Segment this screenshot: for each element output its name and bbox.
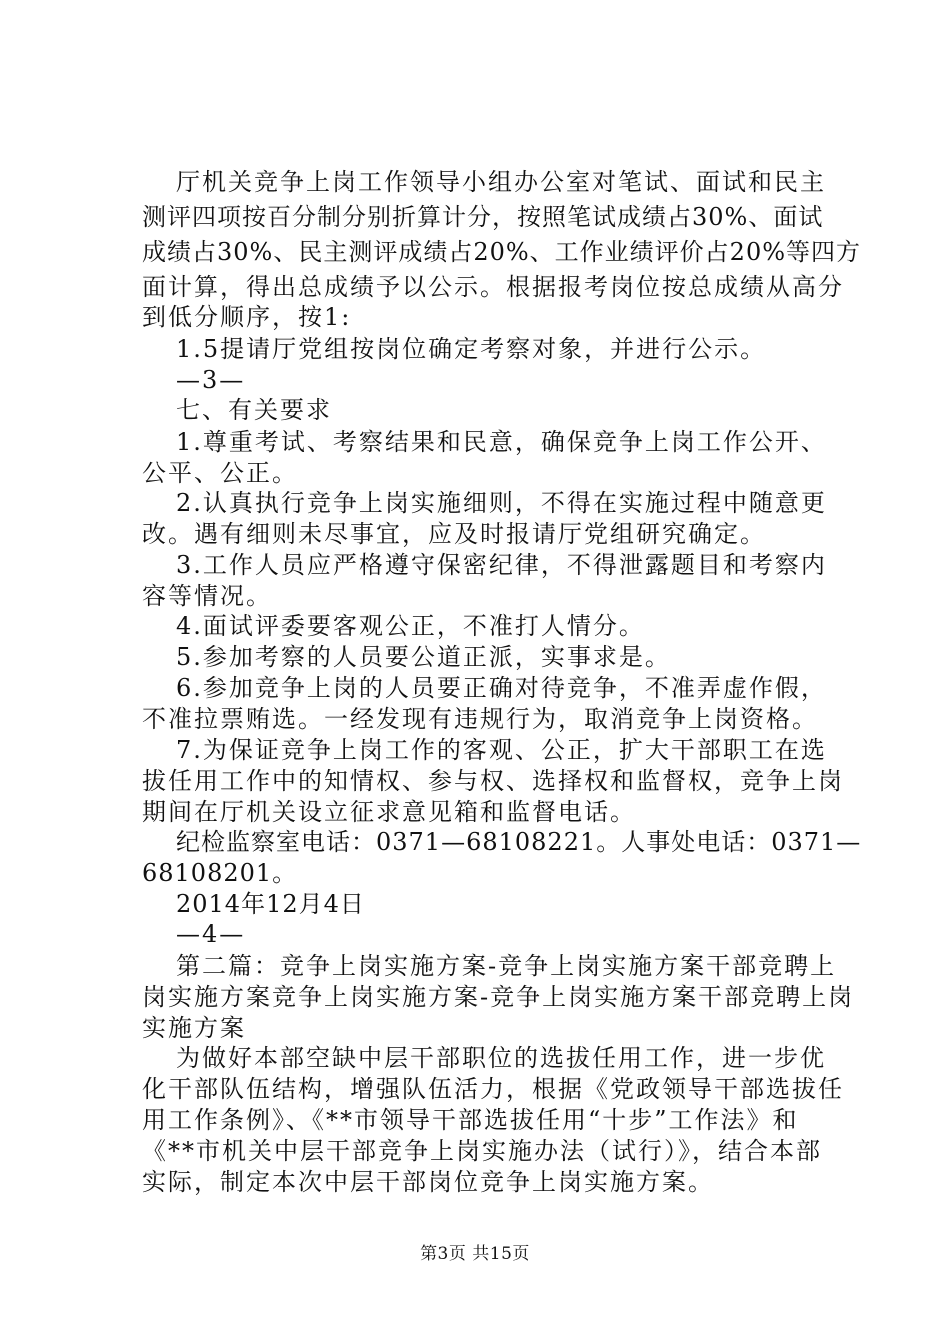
text-line: 到低分顺序，按1: — [142, 303, 352, 331]
text-line: 成绩占30%、民主测评成绩占20%、工作业绩评价占20%等四方 — [142, 238, 862, 266]
text-line: 第二篇：竞争上岗实施方案-竞争上岗实施方案干部竞聘上 — [176, 952, 837, 980]
text-line: 不准拉票贿选。一经发现有违规行为，取消竞争上岗资格。 — [142, 705, 818, 733]
text-line: 1.尊重考试、考察结果和民意，确保竞争上岗工作公开、 — [176, 428, 827, 456]
text-line: 拔任用工作中的知情权、参与权、选择权和监督权，竞争上岗 — [142, 767, 844, 795]
text-line: 容等情况。 — [142, 582, 272, 610]
text-line: 面计算，得出总成绩予以公示。根据报考岗位按总成绩从高分 — [142, 273, 844, 301]
text-line: 改。遇有细则未尽事宜，应及时报请厅党组研究确定。 — [142, 520, 766, 548]
text-line: 6.参加竞争上岗的人员要正确对待竞争，不准弄虚作假， — [176, 674, 827, 702]
text-line: 4.面试评委要客观公正，不准打人情分。 — [176, 612, 645, 640]
text-line: 化干部队伍结构，增强队伍活力，根据《党政领导干部选拔任 — [142, 1075, 844, 1103]
page-footer: 第3页 共15页 — [420, 1244, 530, 1264]
text-line: 3.工作人员应严格遵守保密纪律，不得泄露题目和考察内 — [176, 551, 827, 579]
text-line: 用工作条例》、《**市领导干部选拔任用“十步”工作法》和 — [142, 1106, 799, 1134]
text-line: 为做好本部空缺中层干部职位的选拔任用工作，进一步优 — [176, 1044, 826, 1072]
text-line: 实施方案 — [142, 1014, 246, 1042]
text-line: 《**市机关中层干部竞争上岗实施办法（试行）》，结合本部 — [142, 1137, 822, 1165]
text-line: 期间在厅机关设立征求意见箱和监督电话。 — [142, 798, 636, 826]
date-line: 2014年12月4日 — [176, 890, 365, 918]
text-line: 岗实施方案竞争上岗实施方案-竞争上岗实施方案干部竞聘上岗 — [142, 983, 855, 1011]
text-line: 纪检监察室电话：0371—68108221。人事处电话：0371— — [176, 828, 862, 856]
text-line: 测评四项按百分制分别折算计分，按照笔试成绩占30%、面试 — [142, 203, 824, 231]
text-line: 2.认真执行竞争上岗实施细则，不得在实施过程中随意更 — [176, 489, 827, 517]
text-line: 5.参加考察的人员要公道正派，实事求是。 — [176, 643, 671, 671]
text-line: 7.为保证竞争上岗工作的客观、公正，扩大干部职工在选 — [176, 736, 827, 764]
page-marker: —3— — [176, 366, 246, 394]
text-line: 1.5提请厅党组按岗位确定考察对象，并进行公示。 — [176, 335, 767, 363]
text-line: 68108201。 — [142, 859, 298, 887]
page-marker: —4— — [176, 920, 246, 948]
text-line: 厅机关竞争上岗工作领导小组办公室对笔试、面试和民主 — [176, 168, 826, 196]
section-heading: 七、有关要求 — [176, 396, 332, 424]
text-line: 实际，制定本次中层干部岗位竞争上岗实施方案。 — [142, 1168, 714, 1196]
text-line: 公平、公正。 — [142, 459, 298, 487]
